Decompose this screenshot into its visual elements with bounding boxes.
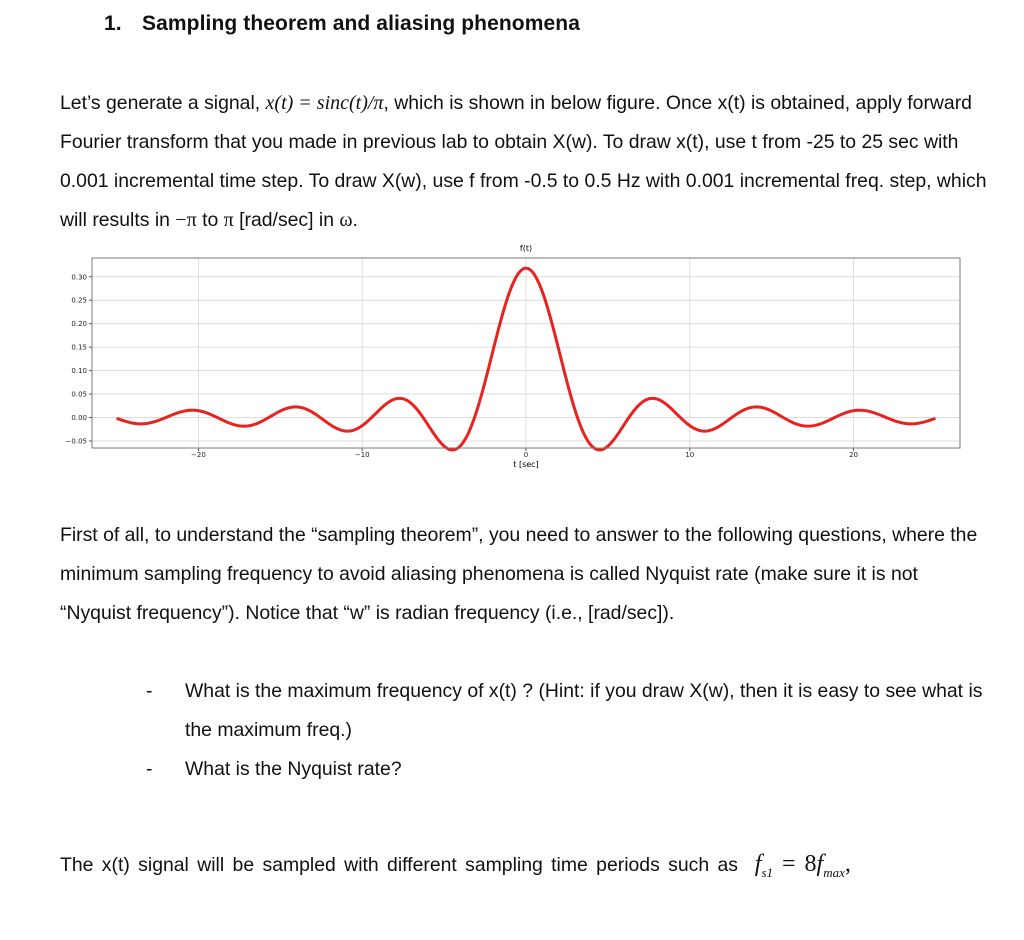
s1-subscript: s1 xyxy=(761,864,773,880)
bullet-dash: - xyxy=(146,680,153,702)
range-low: −π xyxy=(175,209,197,231)
omega-symbol: ω xyxy=(339,209,353,231)
question-list xyxy=(0,672,1024,789)
x-tick-label: 20 xyxy=(849,451,859,459)
sinc-chart xyxy=(34,240,994,472)
y-tick-label: 0.20 xyxy=(71,320,87,329)
y-tick-label: 0.15 xyxy=(71,343,87,352)
y-tick-label: −0.05 xyxy=(65,437,87,446)
intro-text-1: Let’s generate a signal, xyxy=(60,92,266,114)
x-tick-label: −20 xyxy=(191,451,206,459)
intro-text-3: [rad/sec] in xyxy=(233,209,340,231)
sampling-paragraph: First of all, to understand the “sampling theorem”, you need to answer to the following questions, where the minimum sampling frequency to avoid aliasing phenomena is called Nyquist rate (make sure it is not “Nyquist frequency”). Notice that “w” is radian frequency (i.e., [rad/sec]). xyxy=(60,524,978,624)
x-axis-label: t [sec] xyxy=(513,460,539,469)
y-tick-label: 0.00 xyxy=(71,414,87,423)
y-tick-label: 0.05 xyxy=(71,390,87,399)
range-high: π xyxy=(223,209,234,231)
x-tick-label: 10 xyxy=(685,451,695,459)
sampling-period-paragraph xyxy=(60,845,990,892)
chart-title: f(t) xyxy=(519,244,533,253)
section-number: 1. xyxy=(104,12,122,35)
intro-paragraph xyxy=(60,84,990,240)
range-to: to xyxy=(196,209,224,231)
f-symbol: f xyxy=(816,851,824,877)
intro-text-2: , which is shown in below figure. Once x(t) is obtained, apply forward Fourier transform that you made in previous lab to obtain X(w). To draw x(t), use t from -25 to 25 sec with 0.001 incremental time step. To draw X(w), use f from -0.5 to 0.5 Hz with 0.001 incremental freq. step, which will results in xyxy=(60,92,987,231)
intro-text-4: . xyxy=(352,209,358,231)
question-text: What is the maximum frequency of x(t) ? (Hint: if you draw X(w), then it is easy to see what is the maximum freq.) xyxy=(185,680,983,741)
sampling-text: The x(t) signal will be sampled with different sampling time periods such as xyxy=(60,854,738,876)
equals-eight: = 8 xyxy=(773,851,817,877)
section-title: Sampling theorem and aliasing phenomena xyxy=(142,12,580,35)
comma: , xyxy=(844,851,851,877)
y-tick-label: 0.25 xyxy=(71,296,87,305)
x-tick-label: −10 xyxy=(354,451,370,459)
section-heading xyxy=(104,12,580,36)
question-item xyxy=(0,672,985,750)
chart-ticks xyxy=(66,273,858,459)
y-tick-label: 0.30 xyxy=(71,273,87,282)
fs1-formula xyxy=(754,851,851,880)
x-tick-label: 0 xyxy=(523,451,529,459)
question-item xyxy=(0,750,985,789)
f-symbol: f xyxy=(754,851,762,877)
signal-formula: x(t) = sinc(t)/π xyxy=(265,92,384,114)
max-subscript: max xyxy=(823,864,845,880)
question-text: What is the Nyquist rate? xyxy=(185,758,402,780)
bullet-dash: - xyxy=(146,758,153,780)
y-tick-label: 0.10 xyxy=(71,367,87,376)
